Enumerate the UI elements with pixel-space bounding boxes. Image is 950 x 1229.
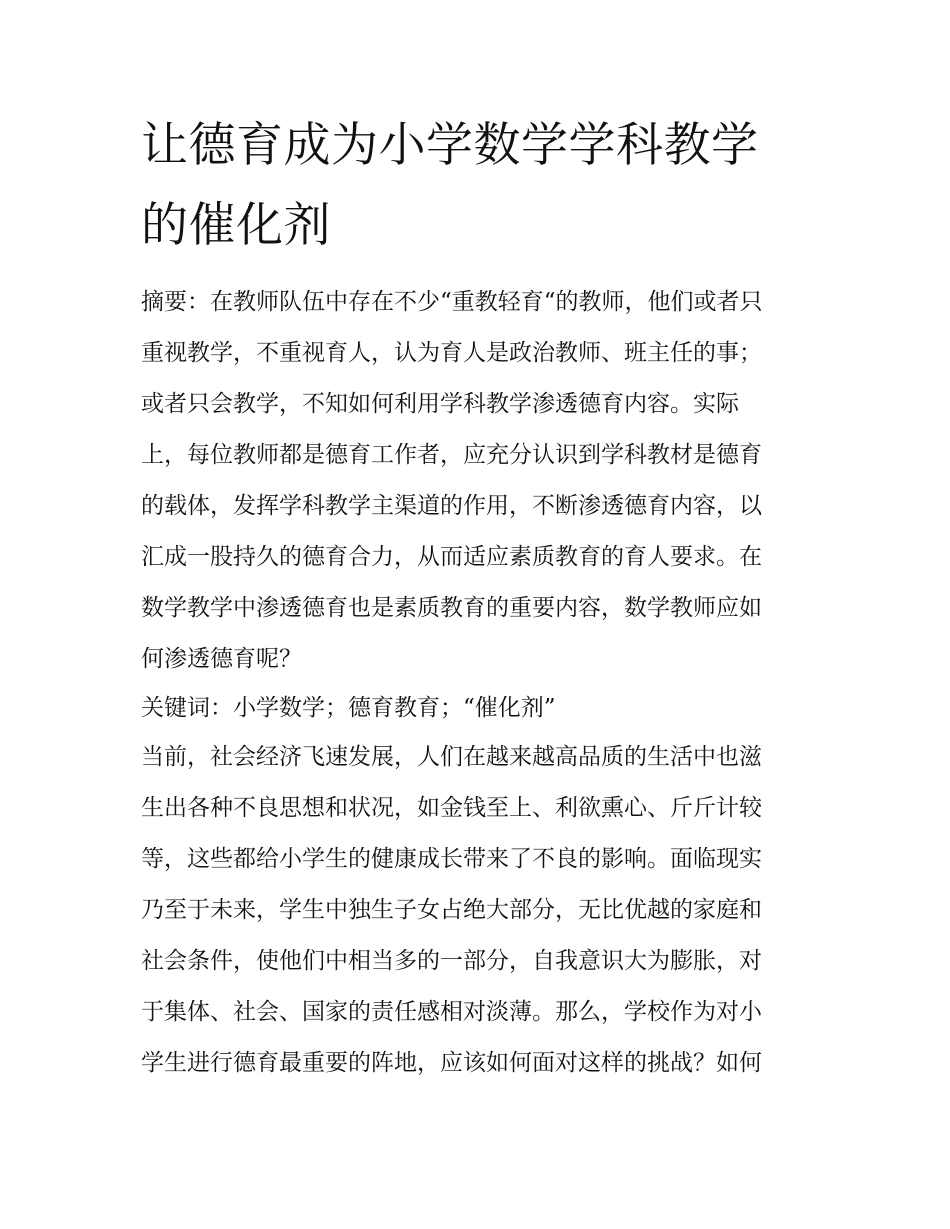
abstract-line-5: 的载体，发挥学科教学主渠道的作用，不断渗透德育内容，以 bbox=[141, 493, 762, 519]
abstract-line-2: 重视教学，不重视育人，认为育人是政治教师、班主任的事； bbox=[141, 340, 762, 366]
body-line-7: 学生进行德育最重要的阵地，应该如何面对这样的挑战？如何 bbox=[141, 1050, 762, 1076]
body-line-3: 等，这些都给小学生的健康成长带来了不良的影响。面临现实 bbox=[141, 846, 762, 872]
abstract-line-8: 何渗透德育呢？ bbox=[141, 646, 302, 672]
document-title-line-1: 让德育成为小学数学学科教学 bbox=[141, 118, 759, 173]
document-title-line-2: 的催化剂 bbox=[141, 198, 331, 253]
body-line-2: 生出各种不良思想和状况，如金钱至上、利欲熏心、斤斤计较 bbox=[141, 795, 762, 821]
body-line-5: 社会条件，使他们中相当多的一部分，自我意识大为膨胀，对 bbox=[141, 948, 762, 974]
abstract-line-1: 摘要：在教师队伍中存在不少“重教轻育“的教师，他们或者只 bbox=[141, 289, 763, 315]
body-line-6: 于集体、社会、国家的责任感相对淡薄。那么，学校作为对小 bbox=[141, 999, 762, 1025]
keywords-line: 关键词：小学数学；德育教育；“催化剂” bbox=[141, 695, 556, 721]
body-line-4: 乃至于未来，学生中独生子女占绝大部分，无比优越的家庭和 bbox=[141, 897, 762, 923]
abstract-line-7: 数学教学中渗透德育也是素质教育的重要内容，数学教师应如 bbox=[141, 595, 762, 621]
abstract-line-4: 上，每位教师都是德育工作者，应充分认识到学科教材是德育 bbox=[141, 442, 762, 468]
abstract-line-6: 汇成一股持久的德育合力，从而适应素质教育的育人要求。在 bbox=[141, 544, 762, 570]
body-line-1: 当前，社会经济飞速发展，人们在越来越高品质的生活中也滋 bbox=[141, 744, 762, 770]
abstract-line-3: 或者只会教学，不知如何利用学科教学渗透德育内容。实际 bbox=[141, 391, 739, 417]
